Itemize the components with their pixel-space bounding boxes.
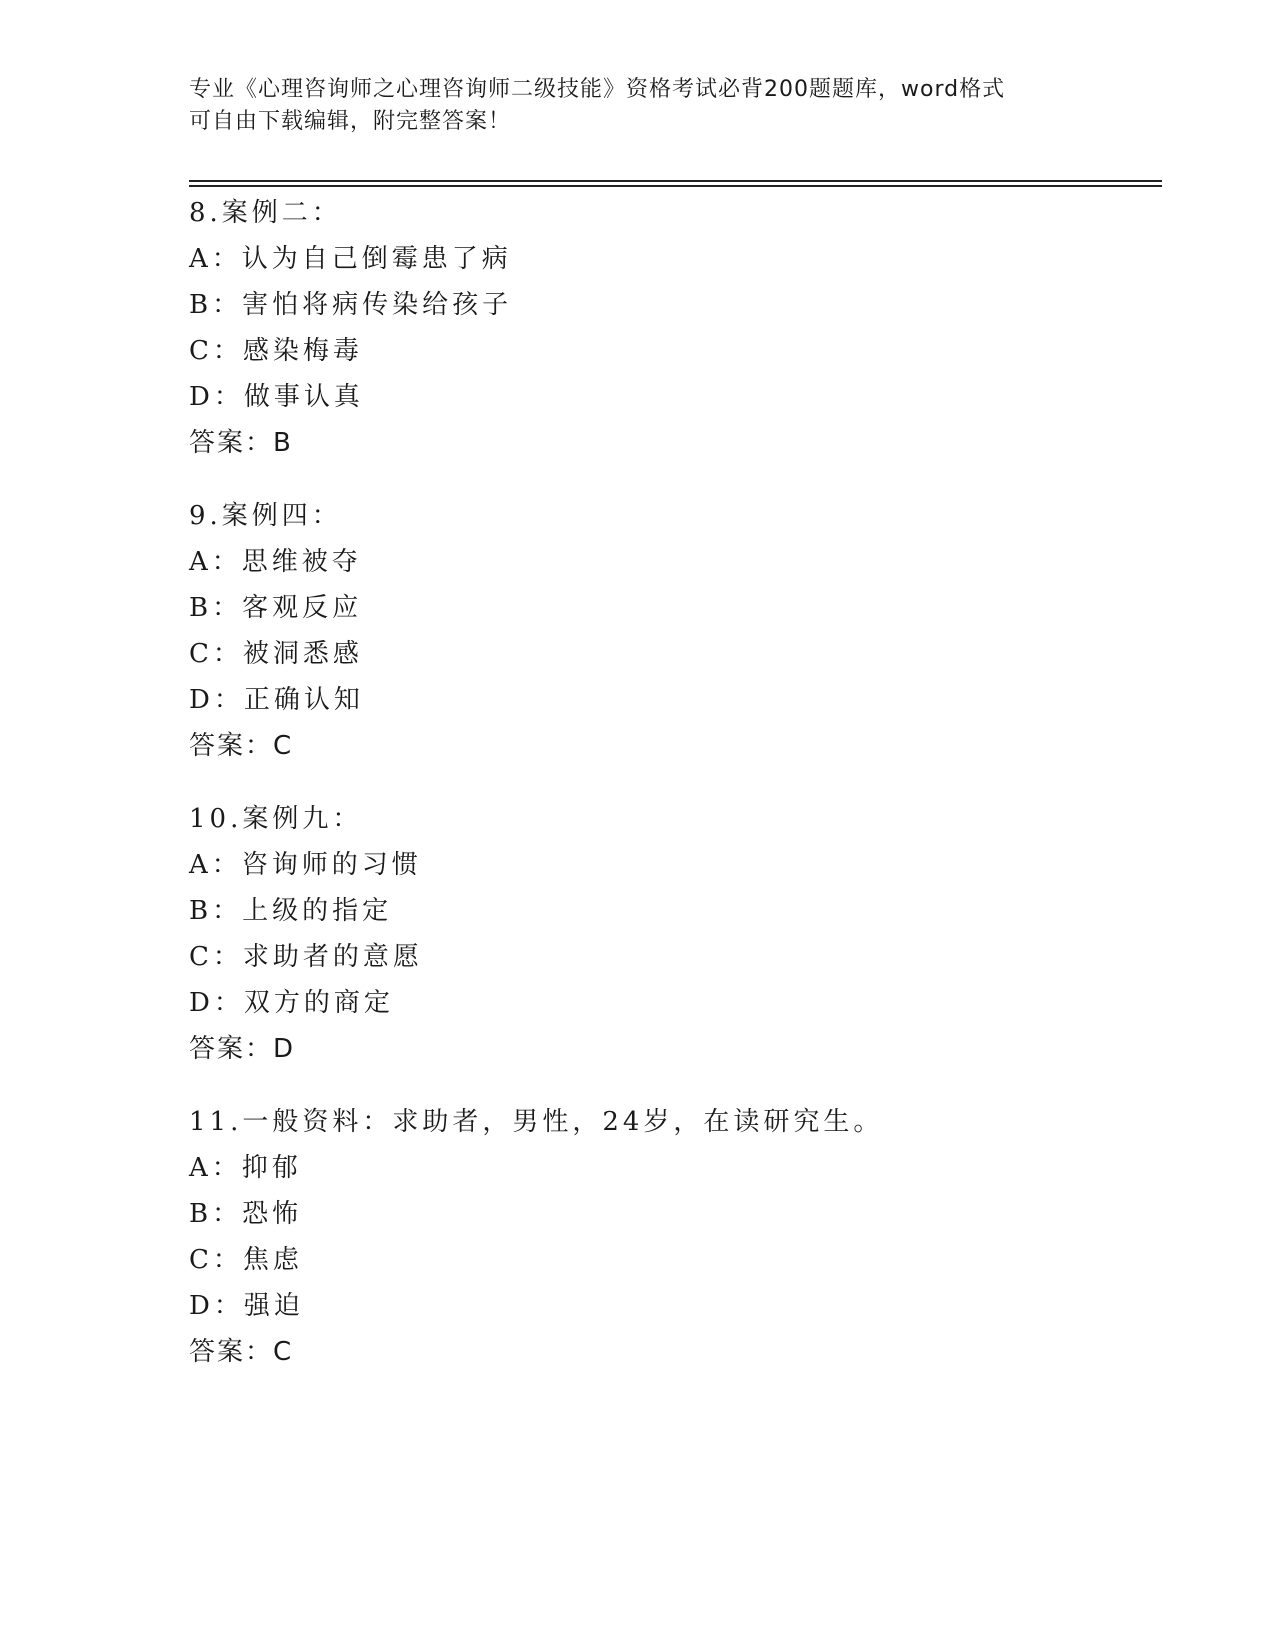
- option-d: D：正确认知: [189, 685, 364, 715]
- answer-line: 答案：D: [189, 1034, 296, 1064]
- option-c: C：感染梅毒: [189, 336, 363, 366]
- header-divider-bottom: [189, 185, 1162, 187]
- option-a: A：咨询师的习惯: [189, 850, 422, 880]
- answer-line: 答案：C: [189, 1337, 294, 1367]
- header-line-2: 可自由下载编辑，附完整答案！: [189, 109, 512, 134]
- option-c: C：被洞悉感: [189, 639, 363, 669]
- document-header: [189, 74, 1089, 138]
- question-11: [189, 1099, 1149, 1375]
- header-line-1: 专业《心理咨询师之心理咨询师二级技能》资格考试必背200题题库，word格式: [189, 77, 1006, 102]
- question-stem: 9.案例四：: [189, 501, 342, 531]
- answer-line: 答案：B: [189, 428, 293, 458]
- question-stem: 11.一般资料：求助者，男性，24岁，在读研究生。: [189, 1107, 884, 1137]
- option-a: A：思维被夺: [189, 547, 362, 577]
- option-b: B：客观反应: [189, 593, 363, 623]
- question-8: [189, 190, 1149, 466]
- question-stem: 8.案例二：: [189, 198, 342, 228]
- option-a: A：认为自己倒霉患了病: [189, 244, 512, 274]
- option-b: B：上级的指定: [189, 896, 393, 926]
- option-c: C：求助者的意愿: [189, 942, 423, 972]
- option-b: B：害怕将病传染给孩子: [189, 290, 513, 320]
- answer-line: 答案：C: [189, 731, 294, 761]
- question-list: [189, 190, 1149, 1402]
- question-stem: 10.案例九：: [189, 804, 363, 834]
- option-b: B：恐怖: [189, 1199, 303, 1229]
- option-c: C：焦虑: [189, 1245, 303, 1275]
- option-d: D：强迫: [189, 1291, 304, 1321]
- option-d: D：双方的商定: [189, 988, 394, 1018]
- question-10: [189, 796, 1149, 1072]
- option-d: D：做事认真: [189, 382, 364, 412]
- option-a: A：抑郁: [189, 1153, 302, 1183]
- question-9: [189, 493, 1149, 769]
- header-divider-top: [189, 180, 1162, 182]
